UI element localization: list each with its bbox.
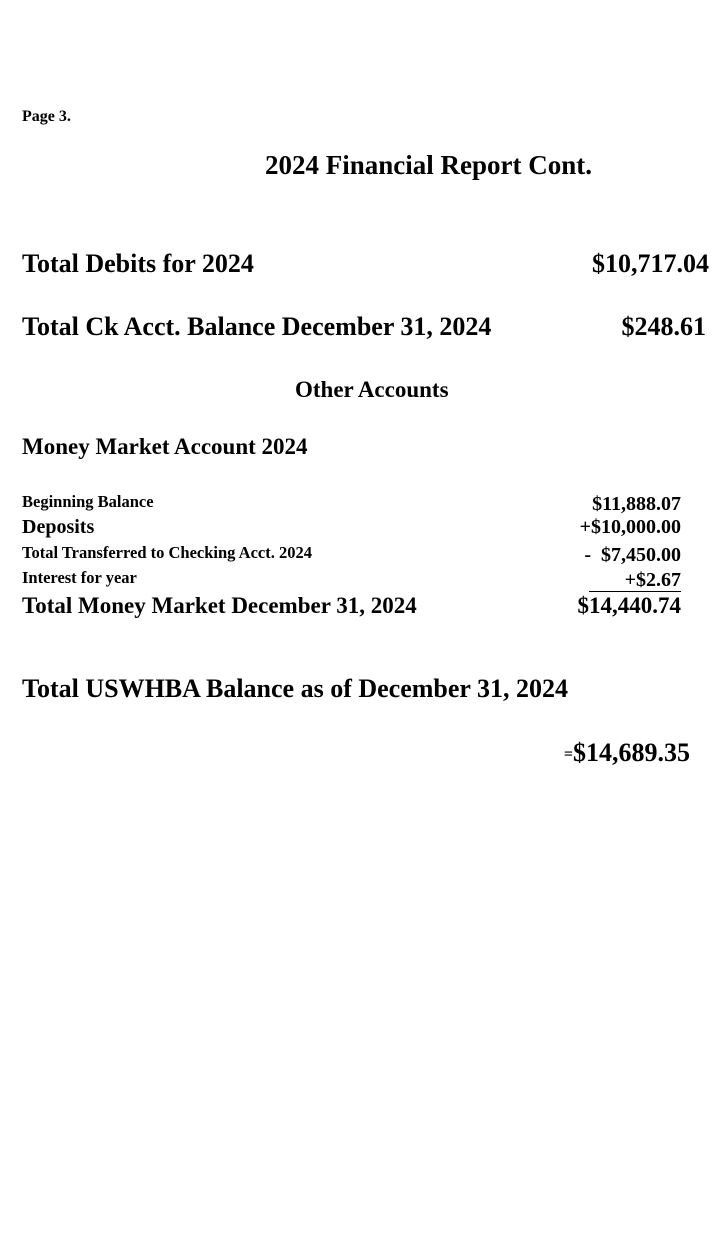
checking-balance-label: Total Ck Acct. Balance December 31, 2024 [22,312,492,341]
uswhba-balance-label: Total USWHBA Balance as of December 31, 2024 [22,674,568,703]
money-market-heading: Money Market Account 2024 [22,434,308,459]
transferred-value: - $7,450.00 [584,544,681,566]
interest-value: +$2.67 [589,570,681,592]
beginning-balance-value: $11,888.07 [592,493,681,515]
deposits-value: +$10,000.00 [579,516,681,538]
transferred-label: Total Transferred to Checking Acct. 2024 [22,543,312,562]
total-debits-label: Total Debits for 2024 [22,249,254,278]
uswhba-balance-value: $14,689.35 [573,738,690,767]
other-accounts-heading: Other Accounts [295,377,449,402]
uswhba-balance-total [564,740,690,766]
beginning-balance-label: Beginning Balance [22,492,154,511]
interest-value-wrapper [589,570,681,592]
money-market-total-value: $14,440.74 [577,593,681,618]
equals-sign: = [563,746,573,763]
checking-balance-value: $248.61 [621,312,706,341]
total-debits-value: $10,717.04 [592,249,709,278]
money-market-total-label: Total Money Market December 31, 2024 [22,593,417,618]
page-number: Page 3. [22,108,71,125]
interest-label: Interest for year [22,568,137,587]
deposits-label: Deposits [22,516,95,538]
report-title: 2024 Financial Report Cont. [265,150,592,180]
